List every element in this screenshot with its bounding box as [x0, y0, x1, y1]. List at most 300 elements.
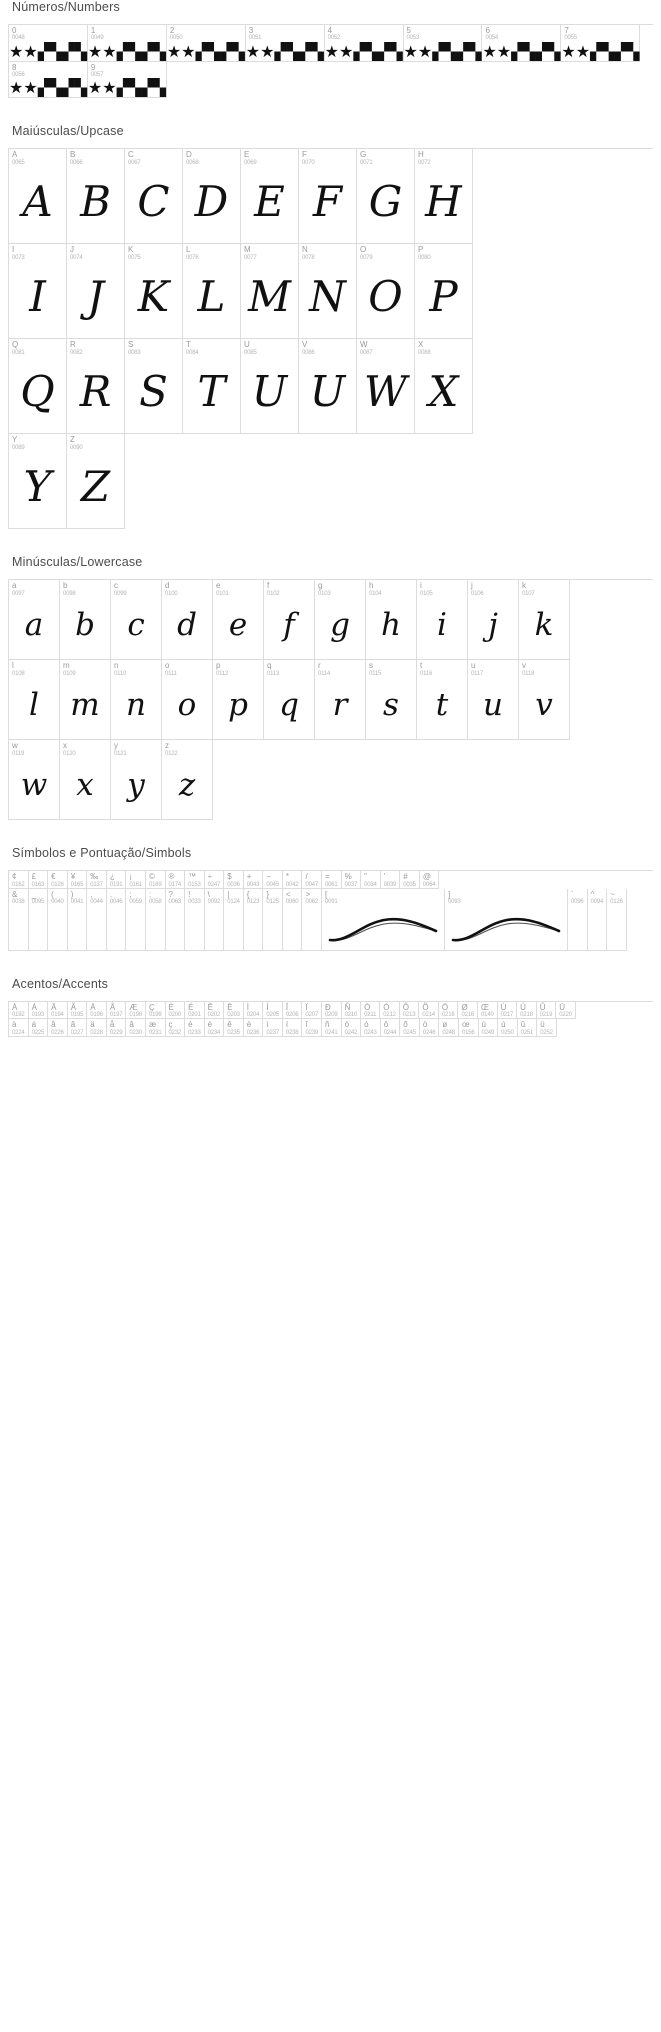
glyph-cell[interactable]: [9, 339, 67, 434]
glyph-cell-meta: [125, 244, 182, 261]
glyph-cell[interactable]: [315, 660, 366, 740]
glyph-cell[interactable]: [417, 660, 468, 740]
glyph-render: X: [428, 366, 459, 416]
glyph-cell-meta: [68, 871, 87, 888]
glyph-cell[interactable]: [107, 871, 127, 889]
glyph-cell[interactable]: [9, 871, 29, 889]
glyph-cell[interactable]: [325, 25, 404, 62]
glyph-code-label: 0239: [305, 1029, 318, 1036]
glyph-code-label: 0247: [207, 881, 221, 888]
glyph-cell[interactable]: [420, 871, 440, 889]
glyph-cell[interactable]: [478, 1002, 498, 1020]
glyph-cell[interactable]: [241, 339, 299, 434]
glyph-char-label: ": [364, 872, 367, 882]
glyph-cell[interactable]: [342, 1019, 362, 1037]
glyph-cell-meta: [244, 1019, 263, 1036]
glyph-cell[interactable]: [126, 1002, 146, 1020]
glyph-cell[interactable]: [111, 740, 162, 820]
section-symbols: [8, 846, 653, 950]
glyph-code-label: 0065: [12, 159, 25, 166]
glyph-cell[interactable]: [518, 1019, 538, 1037]
glyph-code-label: 0137: [90, 881, 103, 888]
glyph-cell[interactable]: [166, 1019, 186, 1037]
glyph-cell[interactable]: [125, 149, 183, 244]
glyph-cell-meta: [299, 149, 356, 166]
glyph-code-label: 0118: [522, 670, 535, 677]
glyph-cell[interactable]: [556, 1002, 576, 1020]
glyph-cell-meta: [517, 1002, 536, 1019]
glyph-code-label: 0070: [302, 159, 315, 166]
glyph-cell-meta: [224, 1002, 243, 1019]
glyph-cell[interactable]: [519, 660, 570, 740]
glyph-code-label: 0232: [168, 1029, 182, 1036]
glyph-code-label: 0250: [501, 1029, 514, 1036]
glyph-cell-meta: [302, 871, 321, 888]
glyph-code-label: 0052: [327, 35, 341, 42]
glyph-code-label: 0202: [207, 1012, 221, 1019]
glyph-cell-meta: [264, 580, 314, 597]
glyph-cell[interactable]: [9, 660, 60, 740]
glyph-cell[interactable]: [479, 1019, 499, 1037]
glyph-char-label: H: [418, 150, 424, 160]
glyph-cell[interactable]: [361, 1002, 380, 1020]
glyph-cell[interactable]: [241, 244, 299, 339]
glyph-code-label: 0095: [31, 899, 45, 906]
glyph-cell[interactable]: [498, 1019, 518, 1037]
glyph-cell-meta: [445, 889, 567, 906]
glyph-cell[interactable]: [302, 889, 322, 951]
glyph-cell-meta: [166, 889, 185, 906]
glyph-cell[interactable]: [213, 660, 264, 740]
glyph-cell[interactable]: [126, 1019, 146, 1037]
glyph-cell[interactable]: [517, 1002, 537, 1020]
glyph-cell[interactable]: [9, 1002, 29, 1020]
glyph-render: a: [24, 607, 44, 644]
glyph-cell[interactable]: [60, 580, 111, 660]
glyph-cell[interactable]: [167, 25, 246, 62]
glyph-cell[interactable]: [241, 149, 299, 244]
glyph-cell[interactable]: [322, 871, 342, 889]
glyph-cell[interactable]: [9, 580, 60, 660]
glyph-char-label: õ: [403, 1020, 408, 1030]
glyph-code-label: 0105: [420, 590, 433, 597]
glyph-cell[interactable]: [60, 660, 111, 740]
glyph-cell[interactable]: [9, 149, 67, 244]
glyph-cell[interactable]: [381, 871, 401, 889]
glyph-code-label: 0197: [109, 1012, 123, 1019]
glyph-cell[interactable]: [283, 889, 303, 951]
glyph-cell-meta: [468, 660, 518, 677]
glyph-cell-meta: [283, 1019, 302, 1036]
glyph-cell[interactable]: [87, 1019, 107, 1037]
glyph-char-label: 1: [90, 26, 96, 35]
glyph-cell[interactable]: [415, 149, 473, 244]
glyph-char-label: Ù: [500, 1002, 507, 1012]
glyph-code-label: 0072: [418, 159, 431, 166]
glyph-cell[interactable]: [263, 871, 283, 889]
glyph-char-label: l: [12, 661, 14, 671]
glyph-cell[interactable]: [415, 244, 473, 339]
glyph-char-label: Ç: [148, 1002, 155, 1012]
glyph-cell[interactable]: [166, 1002, 186, 1020]
glyph-cell[interactable]: [537, 1019, 557, 1037]
glyph-code-label: 0102: [267, 590, 280, 597]
glyph-code-label: 0104: [369, 590, 382, 597]
glyph-stars: ★★: [403, 41, 433, 61]
glyph-code-label: 0056: [12, 72, 25, 79]
glyph-cell[interactable]: [9, 244, 67, 339]
glyph-char-label: Ú: [520, 1002, 526, 1012]
glyph-code-label: 0087: [360, 349, 373, 356]
glyph-cell[interactable]: [185, 1002, 205, 1020]
glyph-code-label: 0140: [481, 1012, 494, 1019]
glyph-code-label: 0199: [148, 1012, 162, 1019]
glyph-char-label: ¢: [12, 872, 17, 882]
glyph-code-label: 0090: [70, 444, 83, 451]
glyph-cell[interactable]: [445, 889, 568, 951]
glyph-cell[interactable]: [561, 25, 640, 62]
glyph-cell[interactable]: [162, 660, 213, 740]
glyph-cell[interactable]: [263, 889, 283, 951]
glyph-cell-meta: [244, 1002, 263, 1019]
glyph-render: p: [228, 687, 248, 724]
glyph-cell-meta: [166, 1019, 185, 1036]
glyph-char-label: m: [63, 661, 70, 671]
glyph-char-label: @: [422, 872, 431, 882]
glyph-cell[interactable]: [361, 1019, 381, 1037]
glyph-cell[interactable]: [283, 1019, 303, 1037]
glyph-cell-meta: [400, 1019, 419, 1036]
glyph-cell[interactable]: [357, 149, 415, 244]
glyph-cell[interactable]: [146, 871, 166, 889]
glyph-render: v: [535, 687, 553, 724]
glyph-cell[interactable]: [366, 580, 417, 660]
glyph-cell[interactable]: [264, 580, 315, 660]
glyph-cell[interactable]: [87, 871, 107, 889]
glyph-cell[interactable]: [162, 580, 213, 660]
sections-container: [8, 0, 653, 1037]
glyph-cell[interactable]: [111, 580, 162, 660]
glyph-cell[interactable]: [29, 889, 49, 951]
glyph-cell[interactable]: [315, 580, 366, 660]
glyph-code-label: 0051: [248, 35, 262, 42]
glyph-ornament: ▞▚▞▚: [116, 78, 166, 98]
glyph-cell[interactable]: [67, 339, 125, 434]
glyph-cell-meta: [9, 434, 66, 451]
glyph-cell[interactable]: [519, 580, 570, 660]
glyph-char-label: D: [186, 150, 192, 160]
glyph-cell[interactable]: [357, 339, 415, 434]
glyph-ornament: ▞▚▞▚: [353, 41, 403, 61]
glyph-cell[interactable]: [88, 62, 167, 99]
glyph-char-label: J: [70, 245, 74, 255]
glyph-cell[interactable]: [9, 889, 29, 951]
glyph-cell-meta: [315, 660, 365, 677]
glyph-cell[interactable]: [380, 1002, 400, 1020]
glyph-cell-meta: [126, 1002, 145, 1019]
glyph-cell[interactable]: [9, 25, 88, 62]
glyph-code-label: 0047: [305, 881, 318, 888]
glyph-cell[interactable]: [146, 889, 166, 951]
glyph-cell[interactable]: [205, 1002, 225, 1020]
glyph-cell-meta: [302, 889, 321, 906]
glyph-cell[interactable]: [302, 1002, 322, 1020]
glyph-cell[interactable]: [357, 244, 415, 339]
glyph-code-label: 0044: [90, 899, 103, 906]
glyph-code-label: 0099: [114, 590, 127, 597]
glyph-cell[interactable]: [400, 871, 420, 889]
glyph-cell[interactable]: [87, 889, 107, 951]
glyph-char-label: >: [305, 890, 311, 900]
glyph-cell[interactable]: [48, 889, 68, 951]
glyph-code-label: 0107: [522, 590, 535, 597]
glyph-cell[interactable]: [244, 1002, 264, 1020]
glyph-cell[interactable]: [107, 889, 127, 951]
glyph-cell[interactable]: [224, 1019, 244, 1037]
glyph-char-label: <: [285, 890, 291, 900]
glyph-render: l: [29, 687, 39, 724]
glyph-char-label: w: [12, 741, 18, 751]
glyph-cell[interactable]: [9, 62, 88, 99]
glyph-cell[interactable]: [342, 871, 362, 889]
glyph-cell[interactable]: [420, 1019, 440, 1037]
glyph-cell[interactable]: [322, 889, 445, 951]
glyph-cell[interactable]: [107, 1019, 127, 1037]
glyph-char-label: h: [369, 581, 374, 591]
glyph-cell[interactable]: [607, 889, 627, 951]
glyph-cell-meta: [519, 660, 569, 677]
glyph-code-label: 0097: [12, 590, 25, 597]
glyph-cell[interactable]: [224, 889, 244, 951]
glyph-char-label: î: [305, 1020, 308, 1030]
glyph-cell[interactable]: [264, 660, 315, 740]
glyph-cell[interactable]: [67, 244, 125, 339]
glyph-code-label: 0096: [571, 899, 584, 906]
glyph-cell[interactable]: [9, 1019, 29, 1037]
glyph-cell[interactable]: [29, 1002, 49, 1020]
glyph-cell[interactable]: [246, 25, 325, 62]
glyph-cell-meta: [126, 889, 145, 906]
glyph-cell[interactable]: [9, 434, 67, 529]
glyph-cell[interactable]: [88, 25, 167, 62]
glyph-cell[interactable]: [205, 1019, 225, 1037]
glyph-cell-meta: [357, 339, 414, 356]
glyph-char-label: â: [51, 1020, 56, 1030]
glyph-cell[interactable]: [299, 244, 357, 339]
glyph-cell-meta: [111, 740, 161, 757]
glyph-cell[interactable]: [588, 889, 608, 951]
glyph-cell-meta: [241, 339, 298, 356]
glyph-cell[interactable]: [568, 889, 588, 951]
glyph-char-label: o: [165, 661, 170, 671]
glyph-cell[interactable]: [299, 339, 357, 434]
glyph-cell[interactable]: [126, 889, 146, 951]
glyph-char-label: \: [207, 890, 210, 900]
glyph-cell-meta: [9, 871, 28, 888]
glyph-char-label: L: [186, 245, 191, 255]
glyph-cell[interactable]: [244, 889, 264, 951]
glyph-cell[interactable]: [439, 1019, 459, 1037]
glyph-cell[interactable]: [146, 1019, 166, 1037]
glyph-cell[interactable]: [213, 580, 264, 660]
glyph-char-label: z: [165, 741, 169, 751]
glyph-cell[interactable]: [107, 1002, 127, 1020]
glyph-char-label: Y: [12, 435, 18, 445]
glyph-cell[interactable]: [48, 871, 68, 889]
glyph-cell[interactable]: [183, 244, 241, 339]
glyph-cell-meta: [468, 580, 518, 597]
glyph-code-label: 0053: [406, 35, 420, 42]
glyph-char-label: K: [128, 245, 134, 255]
glyph-code-label: 0034: [364, 881, 377, 888]
glyph-cell[interactable]: [146, 1002, 166, 1020]
glyph-cell-meta: [561, 25, 639, 42]
glyph-cell-meta: [315, 580, 365, 597]
glyph-cell-meta: [9, 244, 66, 261]
glyph-cell-meta: [380, 1002, 399, 1019]
glyph-char-label: c: [114, 581, 118, 591]
glyph-cell[interactable]: [482, 25, 561, 62]
glyph-char-label: 8: [12, 62, 17, 72]
glyph-cell[interactable]: [299, 149, 357, 244]
glyph-render: T: [197, 366, 226, 416]
glyph-code-label: 0227: [70, 1029, 84, 1036]
glyph-cell[interactable]: [9, 740, 60, 820]
glyph-cell-meta: [9, 62, 87, 79]
glyph-cell[interactable]: [417, 580, 468, 660]
glyph-cell-meta: [415, 339, 472, 356]
glyph-cell[interactable]: [68, 1002, 88, 1020]
glyph-code-label: 0246: [422, 1029, 436, 1036]
glyph-cell[interactable]: [283, 1002, 303, 1020]
glyph-cell[interactable]: [183, 149, 241, 244]
glyph-cell[interactable]: [468, 580, 519, 660]
glyph-cell[interactable]: [68, 889, 88, 951]
glyph-cell[interactable]: [419, 1002, 439, 1020]
glyph-cell[interactable]: [67, 434, 125, 529]
glyph-cell[interactable]: [244, 871, 264, 889]
glyph-cell[interactable]: [381, 1019, 401, 1037]
glyph-cell[interactable]: [322, 1019, 342, 1037]
glyph-grid: [8, 24, 653, 98]
glyph-cell-meta: [125, 149, 182, 166]
glyph-render: W: [363, 366, 408, 416]
glyph-code-label: 0079: [360, 254, 373, 261]
glyph-char-label: ã: [70, 1020, 76, 1030]
glyph-cell[interactable]: [87, 1002, 107, 1020]
glyph-cell[interactable]: [60, 740, 111, 820]
glyph-cell-meta: [537, 1019, 556, 1036]
glyph-cell-meta: [241, 244, 298, 261]
glyph-cell[interactable]: [125, 244, 183, 339]
glyph-code-label: 0128: [51, 881, 64, 888]
glyph-cell[interactable]: [126, 871, 146, 889]
glyph-char-label: y: [114, 741, 118, 751]
glyph-cell[interactable]: [322, 1002, 342, 1020]
glyph-char-label: ô: [383, 1020, 389, 1030]
glyph-cell[interactable]: [366, 660, 417, 740]
glyph-char-label: &: [12, 890, 18, 900]
glyph-cell-meta: [366, 580, 416, 597]
glyph-cell[interactable]: [166, 871, 186, 889]
glyph-cell[interactable]: [342, 1002, 362, 1020]
glyph-cell[interactable]: [468, 660, 519, 740]
glyph-cell[interactable]: [68, 1019, 88, 1037]
glyph-cell[interactable]: [205, 889, 225, 951]
glyph-cell[interactable]: [67, 149, 125, 244]
glyph-cell[interactable]: [125, 339, 183, 434]
glyph-code-label: 0050: [169, 35, 183, 42]
glyph-code-label: 0042: [285, 881, 299, 888]
glyph-cell[interactable]: [302, 871, 322, 889]
glyph-cell[interactable]: [537, 1002, 557, 1020]
glyph-code-label: 0120: [63, 750, 76, 757]
glyph-cell-meta: [205, 1019, 224, 1036]
glyph-code-label: 0089: [12, 444, 25, 451]
glyph-code-label: 0236: [246, 1029, 260, 1036]
glyph-cell[interactable]: [498, 1002, 518, 1020]
glyph-cell[interactable]: [404, 25, 483, 62]
glyph-render: A: [22, 176, 53, 226]
glyph-cell[interactable]: [185, 1019, 205, 1037]
glyph-cell[interactable]: [68, 871, 88, 889]
glyph-cell[interactable]: [283, 871, 303, 889]
glyph-cell[interactable]: [244, 1019, 264, 1037]
glyph-cell-meta: [302, 1019, 321, 1036]
glyph-cell[interactable]: [459, 1019, 479, 1037]
glyph-code-label: 0073: [12, 254, 25, 261]
glyph-cell-meta: [9, 149, 66, 166]
glyph-code-label: 0216: [441, 1012, 455, 1019]
glyph-code-label: 0061: [325, 881, 338, 888]
glyph-cell[interactable]: [185, 889, 205, 951]
glyph-stars: ★★: [561, 41, 591, 61]
glyph-cell[interactable]: [224, 1002, 244, 1020]
glyph-cell[interactable]: [185, 871, 205, 889]
glyph-cell[interactable]: [166, 889, 186, 951]
glyph-cell[interactable]: [48, 1002, 68, 1020]
glyph-cell[interactable]: [263, 1019, 283, 1037]
glyph-cell[interactable]: [111, 660, 162, 740]
glyph-code-label: 0225: [31, 1029, 45, 1036]
glyph-cell-meta: [185, 1002, 204, 1019]
glyph-char-label: (: [51, 890, 54, 900]
glyph-char-label: 0: [12, 26, 17, 35]
glyph-cell[interactable]: [302, 1019, 322, 1037]
glyph-cell[interactable]: [400, 1002, 420, 1020]
glyph-cell[interactable]: [29, 1019, 49, 1037]
glyph-cell[interactable]: [439, 1002, 459, 1020]
glyph-cell[interactable]: [458, 1002, 478, 1020]
glyph-cell-meta: [283, 889, 302, 906]
glyph-cell[interactable]: [224, 871, 244, 889]
glyph-cell[interactable]: [415, 339, 473, 434]
glyph-char-label: ò: [344, 1020, 350, 1030]
glyph-cell[interactable]: [361, 871, 381, 889]
glyph-cell[interactable]: [48, 1019, 68, 1037]
glyph-cell[interactable]: [162, 740, 213, 820]
glyph-cell[interactable]: [183, 339, 241, 434]
section-title: Acentos/Accents: [12, 976, 109, 991]
glyph-char-label: 9: [90, 62, 96, 72]
glyph-char-label: í: [285, 1020, 289, 1030]
glyph-code-label: 0041: [70, 899, 84, 906]
glyph-cell[interactable]: [263, 1002, 283, 1020]
glyph-cell[interactable]: [400, 1019, 420, 1037]
glyph-cell[interactable]: [29, 871, 49, 889]
glyph-cell[interactable]: [205, 871, 225, 889]
glyph-cell-meta: [322, 889, 444, 906]
